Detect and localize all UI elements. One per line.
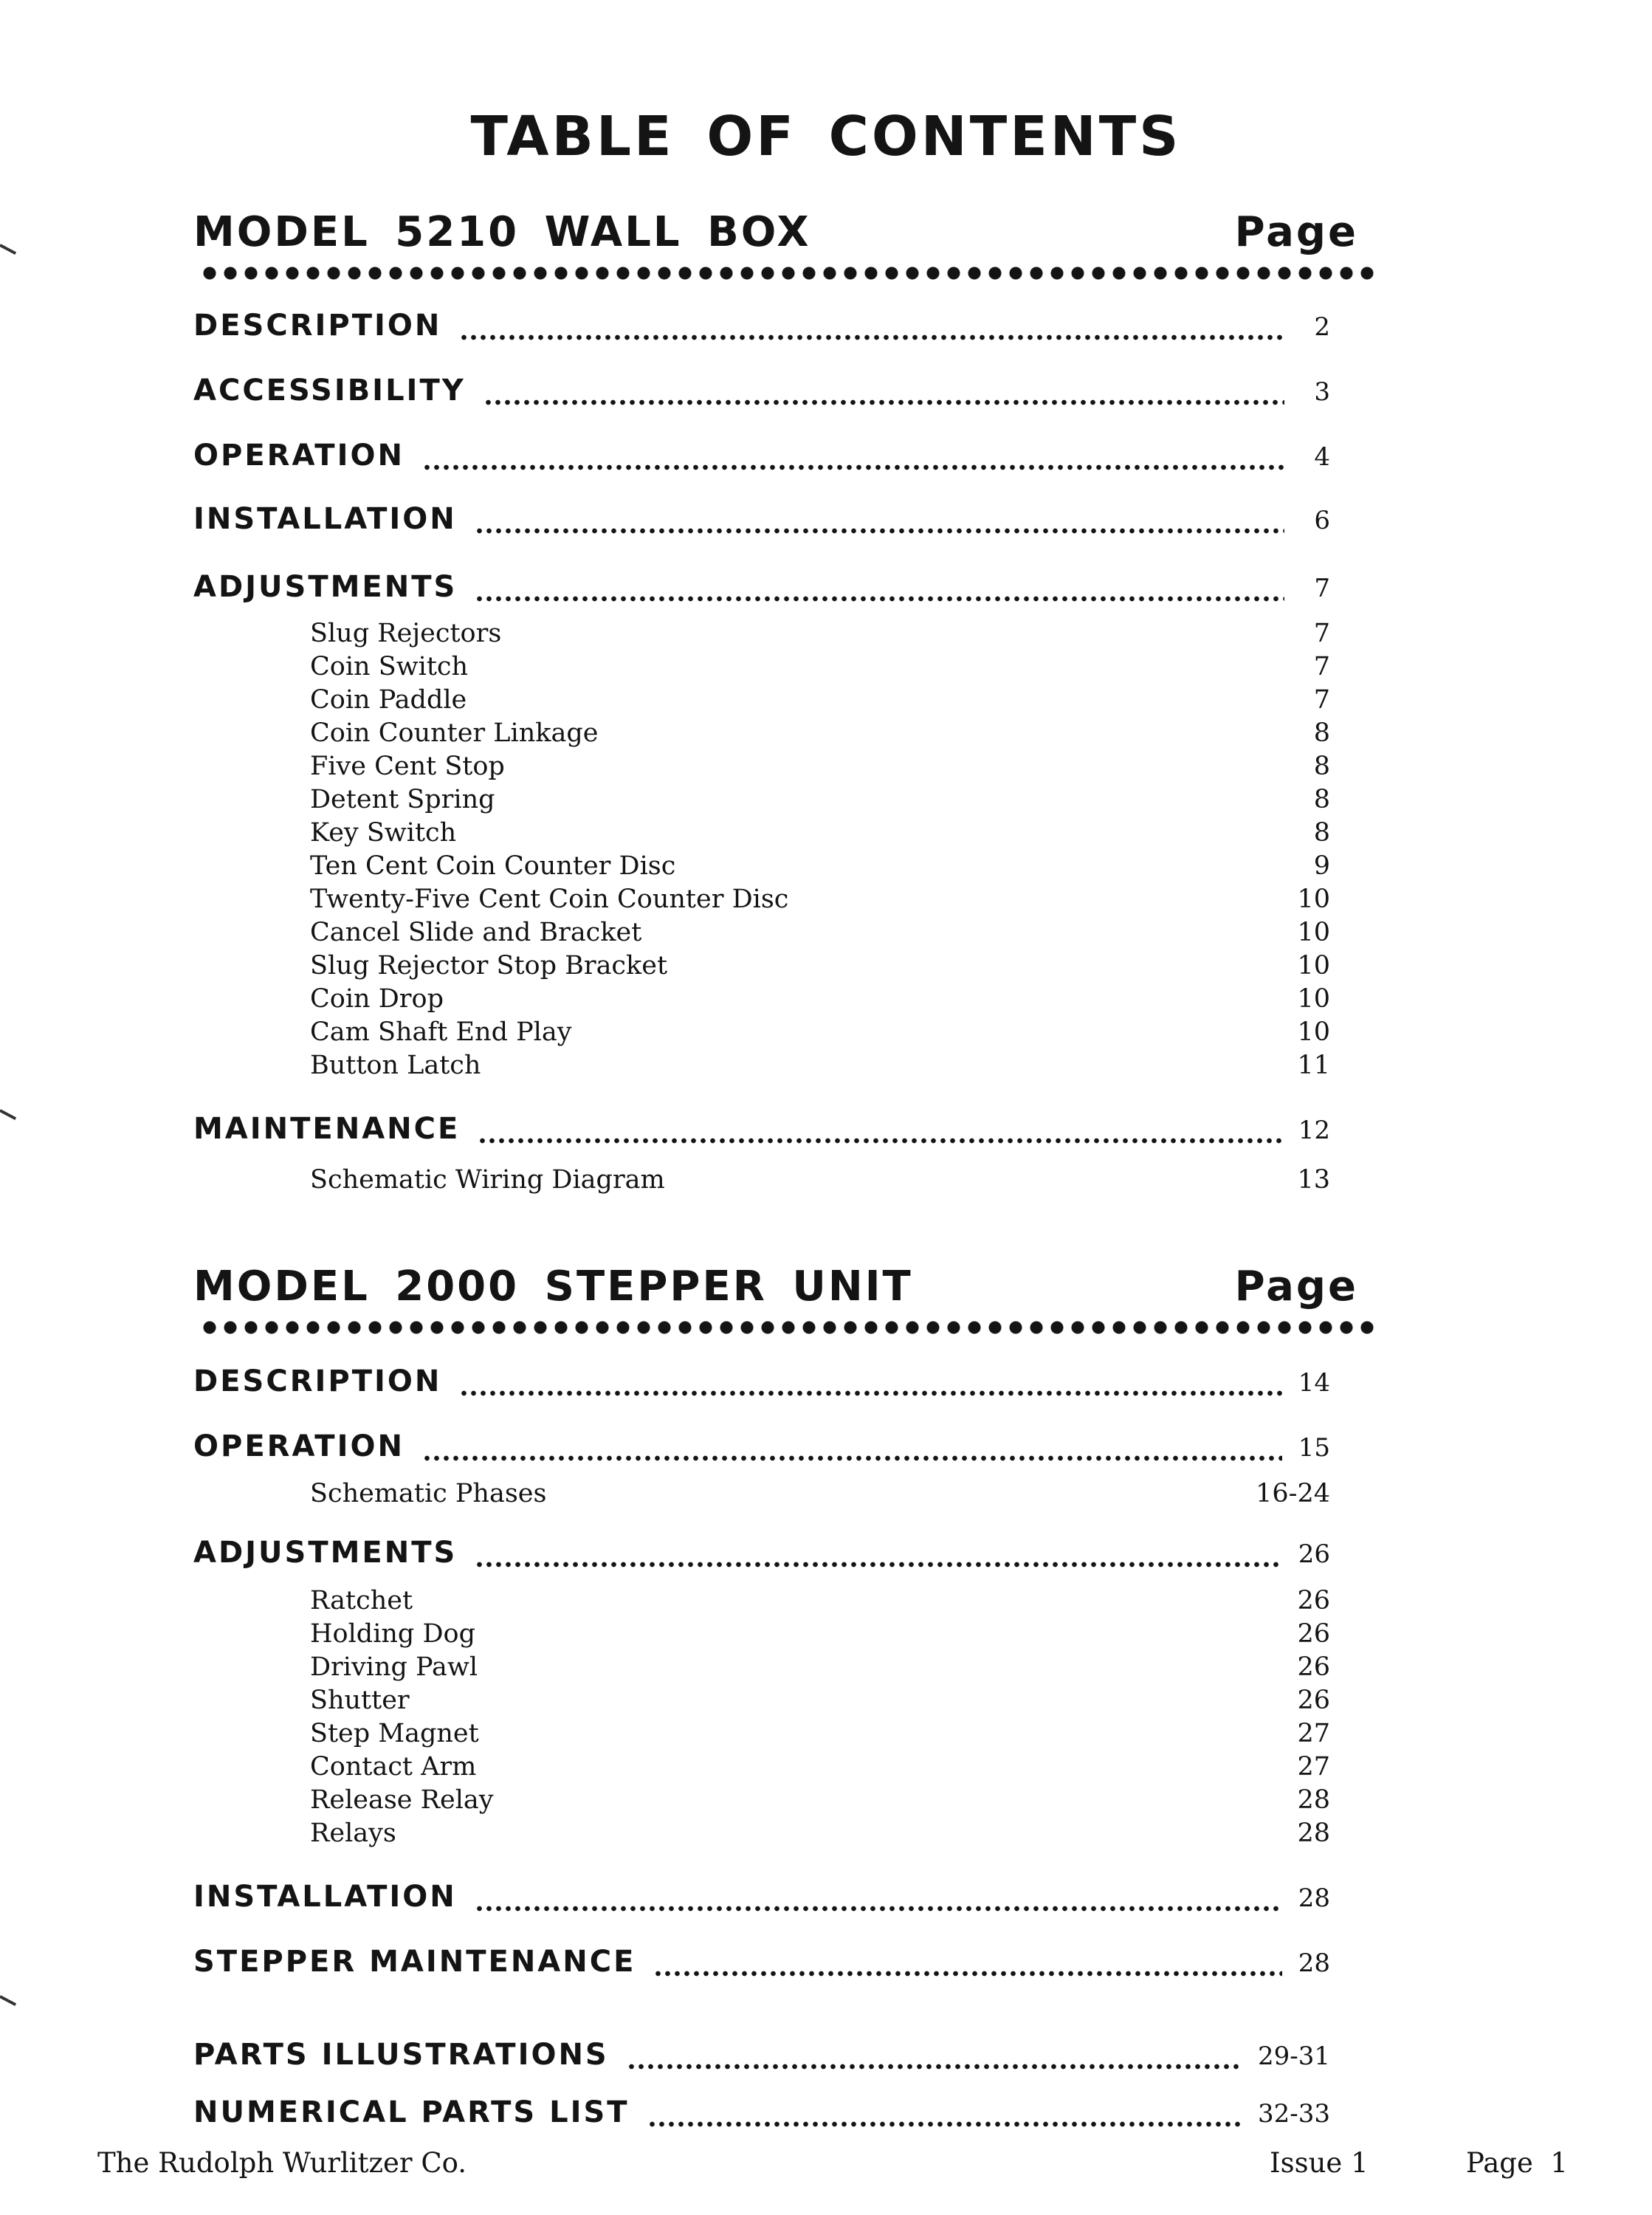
toc-entry[interactable] <box>193 1112 1330 1153</box>
section-header-stepper-unit <box>193 1263 1358 1319</box>
toc-subentry-label: Cancel Slide and Bracket <box>310 918 642 947</box>
dot-leader <box>627 2063 1242 2070</box>
dot-leader <box>422 464 1284 471</box>
footer-page-number: Page 1 <box>1466 2147 1568 2179</box>
section-title: MODEL 5210 WALL BOX <box>193 208 811 256</box>
toc-subentry-page: 28 <box>1297 1785 1330 1815</box>
toc-subentry[interactable] <box>310 1165 1330 1198</box>
toc-entry-page: 26 <box>1298 1539 1330 1569</box>
toc-subentry[interactable] <box>310 885 1330 917</box>
toc-subentry-label: Shutter <box>310 1686 410 1715</box>
toc-entry[interactable] <box>193 309 1330 350</box>
toc-entry-label: STEPPER MAINTENANCE <box>193 1945 636 1979</box>
toc-subentry[interactable] <box>310 1652 1330 1685</box>
page-title: TABLE OF CONTENTS <box>470 105 1182 168</box>
toc-entry-page: 15 <box>1298 1433 1330 1463</box>
toc-subentry-page: 26 <box>1297 1619 1330 1649</box>
toc-subentry-label: Coin Counter Linkage <box>310 718 599 748</box>
toc-subentry[interactable] <box>310 1619 1330 1652</box>
toc-entry[interactable] <box>193 2038 1330 2079</box>
toc-entry[interactable] <box>193 1945 1330 1986</box>
toc-subentry[interactable] <box>310 785 1330 817</box>
toc-entry-label: ADJUSTMENTS <box>193 1536 458 1570</box>
toc-subentry-page: 26 <box>1297 1652 1330 1682</box>
toc-entry[interactable] <box>193 570 1330 611</box>
toc-subentry-page: 7 <box>1313 619 1330 648</box>
dot-leader <box>647 2120 1242 2128</box>
toc-subentry[interactable] <box>310 1719 1330 1751</box>
toc-entry-page: 14 <box>1298 1368 1330 1398</box>
page-column-header: Page <box>1234 1263 1358 1311</box>
dot-leader <box>475 1561 1281 1568</box>
toc-entry[interactable] <box>193 1364 1330 1406</box>
toc-subentry[interactable] <box>310 752 1330 784</box>
toc-subentry-page: 13 <box>1297 1165 1330 1195</box>
toc-subentry[interactable] <box>310 1586 1330 1618</box>
toc-subentry-label: Coin Drop <box>310 984 444 1014</box>
page-column-header: Page <box>1234 208 1358 256</box>
toc-subentry-label: Cam Shaft End Play <box>310 1017 572 1047</box>
toc-subentry[interactable] <box>310 851 1330 884</box>
toc-subentry-label: Slug Rejectors <box>310 619 502 648</box>
toc-subentry[interactable] <box>310 984 1330 1017</box>
toc-subentry-page: 10 <box>1297 918 1330 947</box>
section-title: MODEL 2000 STEPPER UNIT <box>193 1263 913 1311</box>
toc-subentry[interactable] <box>310 1479 1330 1511</box>
dot-leader <box>475 527 1284 535</box>
toc-subentry[interactable] <box>310 818 1330 851</box>
toc-subentry-page: 10 <box>1297 951 1330 981</box>
toc-subentry-page: 28 <box>1297 1819 1330 1848</box>
toc-subentry-page: 26 <box>1297 1686 1330 1715</box>
toc-entry[interactable] <box>193 1429 1330 1471</box>
toc-subentry-page: 11 <box>1297 1051 1330 1080</box>
toc-entry-label: DESCRIPTION <box>193 309 442 343</box>
toc-subentry-label: Ten Cent Coin Counter Disc <box>310 851 676 881</box>
toc-entry-page: 4 <box>1314 442 1330 472</box>
toc-subentry[interactable] <box>310 1051 1330 1083</box>
toc-subentry-page: 8 <box>1313 785 1330 814</box>
toc-entry-page: 28 <box>1298 1883 1330 1913</box>
toc-subentry-label: Relays <box>310 1819 396 1848</box>
scan-margin-mark <box>0 244 16 255</box>
toc-subentry[interactable] <box>310 1819 1330 1851</box>
toc-subentry[interactable] <box>310 951 1330 983</box>
toc-subentry-page: 8 <box>1313 818 1330 848</box>
toc-subentry-label: Button Latch <box>310 1051 481 1080</box>
toc-entry-label: INSTALLATION <box>193 502 457 536</box>
toc-subentry-label: Contact Arm <box>310 1752 477 1782</box>
toc-entry-label: ADJUSTMENTS <box>193 570 458 604</box>
toc-subentry-page: 27 <box>1297 1752 1330 1782</box>
dot-leader <box>475 1905 1282 1912</box>
toc-subentry[interactable] <box>310 1752 1330 1785</box>
dot-leader <box>483 399 1284 406</box>
toc-subentry-page: 10 <box>1297 1017 1330 1047</box>
toc-subentry-label: Coin Paddle <box>310 685 467 715</box>
toc-subentry[interactable] <box>310 685 1330 718</box>
toc-entry-page: 12 <box>1298 1116 1330 1145</box>
toc-subentry-label: Coin Switch <box>310 652 469 681</box>
toc-subentry[interactable] <box>310 619 1330 651</box>
toc-subentry-page: 10 <box>1297 885 1330 914</box>
toc-subentry-label: Step Magnet <box>310 1719 479 1748</box>
toc-entry-label: ACCESSIBILITY <box>193 374 466 408</box>
toc-subentry-page: 10 <box>1297 984 1330 1014</box>
toc-subentry-label: Holding Dog <box>310 1619 475 1649</box>
toc-entry-label: INSTALLATION <box>193 1880 457 1914</box>
toc-subentry-page: 7 <box>1313 652 1330 681</box>
toc-subentry[interactable] <box>310 652 1330 684</box>
toc-subentry[interactable] <box>310 918 1330 950</box>
toc-entry-label: MAINTENANCE <box>193 1112 461 1146</box>
scan-margin-mark <box>0 1995 16 2006</box>
toc-subentry-label: Ratchet <box>310 1586 413 1615</box>
toc-subentry-label: Schematic Wiring Diagram <box>310 1165 665 1195</box>
toc-subentry-label: Five Cent Stop <box>310 752 505 781</box>
toc-subentry-page: 27 <box>1297 1719 1330 1748</box>
dot-leader <box>653 1970 1281 1977</box>
toc-subentry-page: 8 <box>1313 752 1330 781</box>
toc-entry-label: DESCRIPTION <box>193 1364 442 1398</box>
bullet-divider <box>199 1319 1380 1336</box>
dot-leader <box>422 1455 1282 1462</box>
footer-issue: Issue 1 <box>1270 2147 1369 2179</box>
scan-margin-mark <box>0 1109 16 1120</box>
toc-entry[interactable] <box>193 2095 1330 2137</box>
toc-entry[interactable] <box>193 1536 1330 1577</box>
toc-subentry-label: Twenty-Five Cent Coin Counter Disc <box>310 885 789 914</box>
toc-subentry-page: 9 <box>1313 851 1330 881</box>
toc-subentry-label: Schematic Phases <box>310 1479 547 1508</box>
toc-subentry[interactable] <box>310 1785 1330 1818</box>
toc-subentry-label: Detent Spring <box>310 785 495 814</box>
toc-subentry-label: Key Switch <box>310 818 457 848</box>
toc-entry-page: 32-33 <box>1257 2099 1330 2129</box>
footer-company: The Rudolph Wurlitzer Co. <box>97 2147 467 2179</box>
toc-subentry-label: Slug Rejector Stop Bracket <box>310 951 668 981</box>
toc-entry-page: 7 <box>1314 574 1330 603</box>
toc-subentry[interactable] <box>310 1017 1330 1050</box>
toc-entry[interactable] <box>193 439 1330 480</box>
toc-subentry-page: 16-24 <box>1256 1479 1330 1508</box>
toc-entry-label: NUMERICAL PARTS LIST <box>193 2095 630 2129</box>
section-header-wall-box <box>193 208 1358 264</box>
dot-leader <box>459 334 1284 341</box>
toc-entry-page: 3 <box>1314 377 1330 407</box>
toc-subentry-label: Driving Pawl <box>310 1652 478 1682</box>
toc-entry-page: 29-31 <box>1257 2041 1330 2071</box>
toc-entry-page: 2 <box>1314 312 1330 342</box>
dot-leader <box>475 595 1284 602</box>
toc-entry-label: OPERATION <box>193 1429 405 1463</box>
toc-subentry-page: 26 <box>1297 1586 1330 1615</box>
toc-subentry-label: Release Relay <box>310 1785 494 1815</box>
toc-entry-page: 28 <box>1298 1948 1330 1978</box>
toc-subentry[interactable] <box>310 718 1330 751</box>
toc-entry[interactable] <box>193 502 1330 543</box>
bullet-divider <box>199 264 1380 282</box>
toc-entry[interactable] <box>193 1880 1330 1921</box>
dot-leader <box>478 1137 1281 1144</box>
toc-subentry-page: 7 <box>1313 685 1330 715</box>
toc-entry-page: 6 <box>1314 506 1330 535</box>
dot-leader <box>459 1390 1281 1397</box>
toc-entry-label: PARTS ILLUSTRATIONS <box>193 2038 609 2072</box>
toc-subentry[interactable] <box>310 1686 1330 1718</box>
toc-entry[interactable] <box>193 374 1330 415</box>
toc-subentry-page: 8 <box>1313 718 1330 748</box>
toc-entry-label: OPERATION <box>193 439 405 473</box>
